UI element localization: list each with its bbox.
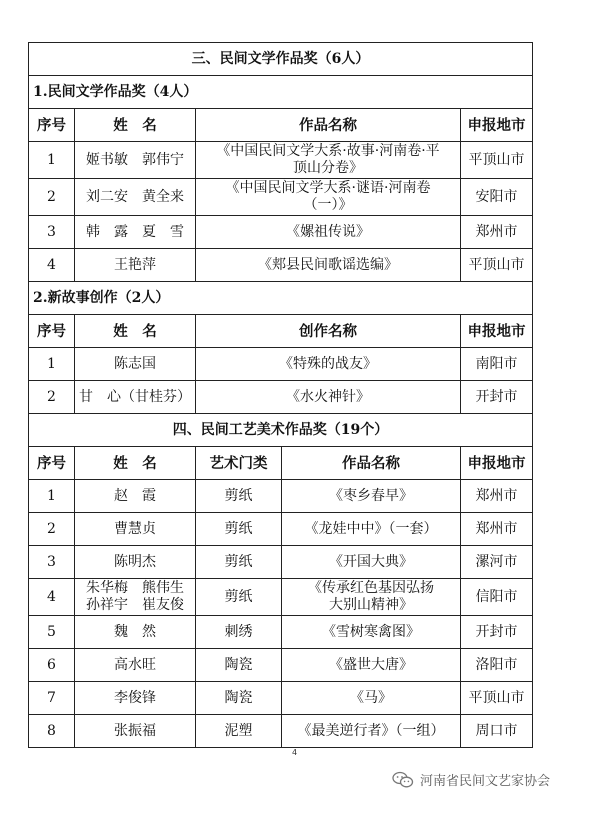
table-row — [29, 179, 533, 216]
cell-city: 郑州市 — [461, 480, 533, 513]
subsection-title-new-story: 2.新故事创作（2人） — [29, 282, 533, 315]
cell-name: 姬书敏 郭伟宁 — [75, 142, 196, 179]
cell-name: 甘 心（甘桂芬） — [75, 381, 196, 414]
cell-city: 平顶山市 — [461, 249, 533, 282]
cell-city: 洛阳市 — [461, 649, 533, 682]
cell-name: 曹慧贞 — [75, 513, 196, 546]
watermark — [392, 770, 550, 789]
cell-category: 剪纸 — [196, 579, 282, 616]
cell-work: 《郏县民间歌谣选编》 — [196, 249, 461, 282]
table-row — [29, 715, 533, 748]
cell-no: 4 — [29, 579, 75, 616]
table-row — [29, 682, 533, 715]
header-work: 作品名称 — [282, 447, 461, 480]
cell-work: 《龙娃中中》（一套） — [282, 513, 461, 546]
cell-category: 剪纸 — [196, 480, 282, 513]
cell-category: 陶瓷 — [196, 649, 282, 682]
cell-city: 安阳市 — [461, 179, 533, 216]
cell-city: 信阳市 — [461, 579, 533, 616]
cell-category: 剪纸 — [196, 546, 282, 579]
header-work: 作品名称 — [196, 109, 461, 142]
cell-name: 李俊锋 — [75, 682, 196, 715]
table-row — [29, 579, 533, 616]
awards-table — [28, 42, 533, 748]
header-name: 姓 名 — [75, 315, 196, 348]
header-city: 申报地市 — [461, 109, 533, 142]
cell-no: 4 — [29, 249, 75, 282]
cell-name: 王艳萍 — [75, 249, 196, 282]
table-row — [29, 348, 533, 381]
wechat-icon — [392, 771, 414, 789]
section-title-folk-literature: 三、民间文学作品奖（6人） — [29, 43, 533, 76]
cell-city: 南阳市 — [461, 348, 533, 381]
cell-work: 《传承红色基因弘扬大别山精神》 — [282, 579, 461, 616]
header-city: 申报地市 — [461, 315, 533, 348]
cell-no: 8 — [29, 715, 75, 748]
table-row — [29, 513, 533, 546]
header-city: 申报地市 — [461, 447, 533, 480]
table-row — [29, 649, 533, 682]
cell-city: 周口市 — [461, 715, 533, 748]
cell-work: 《最美逆行者》（一组） — [282, 715, 461, 748]
cell-city: 郑州市 — [461, 216, 533, 249]
header-category: 艺术门类 — [196, 447, 282, 480]
cell-city: 平顶山市 — [461, 142, 533, 179]
cell-no: 5 — [29, 616, 75, 649]
cell-work: 《雪树寒禽图》 — [282, 616, 461, 649]
cell-name: 陈明杰 — [75, 546, 196, 579]
table-row — [29, 480, 533, 513]
cell-name: 魏 然 — [75, 616, 196, 649]
cell-work: 《中国民间文学大系·谜语·河南卷（一）》 — [196, 179, 461, 216]
section-title-crafts: 四、民间工艺美术作品奖（19个） — [29, 414, 533, 447]
cell-no: 7 — [29, 682, 75, 715]
header-no: 序号 — [29, 315, 75, 348]
cell-no: 1 — [29, 480, 75, 513]
cell-no: 1 — [29, 142, 75, 179]
cell-city: 开封市 — [461, 381, 533, 414]
header-no: 序号 — [29, 447, 75, 480]
cell-no: 2 — [29, 179, 75, 216]
cell-work: 《枣乡春早》 — [282, 480, 461, 513]
cell-category: 剪纸 — [196, 513, 282, 546]
header-name: 姓 名 — [75, 447, 196, 480]
cell-name: 张振福 — [75, 715, 196, 748]
table-row — [29, 546, 533, 579]
cell-name: 刘二安 黄全来 — [75, 179, 196, 216]
cell-work: 《盛世大唐》 — [282, 649, 461, 682]
cell-name: 韩 露 夏 雪 — [75, 216, 196, 249]
subsection-title-literature-works: 1.民间文学作品奖（4人） — [29, 76, 533, 109]
cell-name: 陈志国 — [75, 348, 196, 381]
cell-category: 泥塑 — [196, 715, 282, 748]
table-row — [29, 249, 533, 282]
header-name: 姓 名 — [75, 109, 196, 142]
cell-city: 开封市 — [461, 616, 533, 649]
cell-no: 6 — [29, 649, 75, 682]
header-work: 创作名称 — [196, 315, 461, 348]
cell-category: 刺绣 — [196, 616, 282, 649]
cell-no: 3 — [29, 216, 75, 249]
cell-name: 朱华梅 熊伟生孙祥宇 崔友俊 — [75, 579, 196, 616]
cell-no: 3 — [29, 546, 75, 579]
cell-work: 《水火神针》 — [196, 381, 461, 414]
page-number: 4 — [291, 748, 298, 757]
table-row — [29, 142, 533, 179]
cell-city: 平顶山市 — [461, 682, 533, 715]
cell-name: 高水旺 — [75, 649, 196, 682]
table-row — [29, 381, 533, 414]
header-no: 序号 — [29, 109, 75, 142]
table-row — [29, 216, 533, 249]
cell-no: 1 — [29, 348, 75, 381]
watermark-text: 河南省民间文艺家协会 — [420, 774, 551, 789]
cell-work: 《开国大典》 — [282, 546, 461, 579]
cell-name: 赵 霞 — [75, 480, 196, 513]
cell-city: 漯河市 — [461, 546, 533, 579]
cell-category: 陶瓷 — [196, 682, 282, 715]
cell-city: 郑州市 — [461, 513, 533, 546]
cell-work: 《嫘祖传说》 — [196, 216, 461, 249]
cell-work: 《马》 — [282, 682, 461, 715]
table-row — [29, 616, 533, 649]
cell-no: 2 — [29, 513, 75, 546]
cell-work: 《特殊的战友》 — [196, 348, 461, 381]
cell-no: 2 — [29, 381, 75, 414]
cell-work: 《中国民间文学大系·故事·河南卷·平顶山分卷》 — [196, 142, 461, 179]
